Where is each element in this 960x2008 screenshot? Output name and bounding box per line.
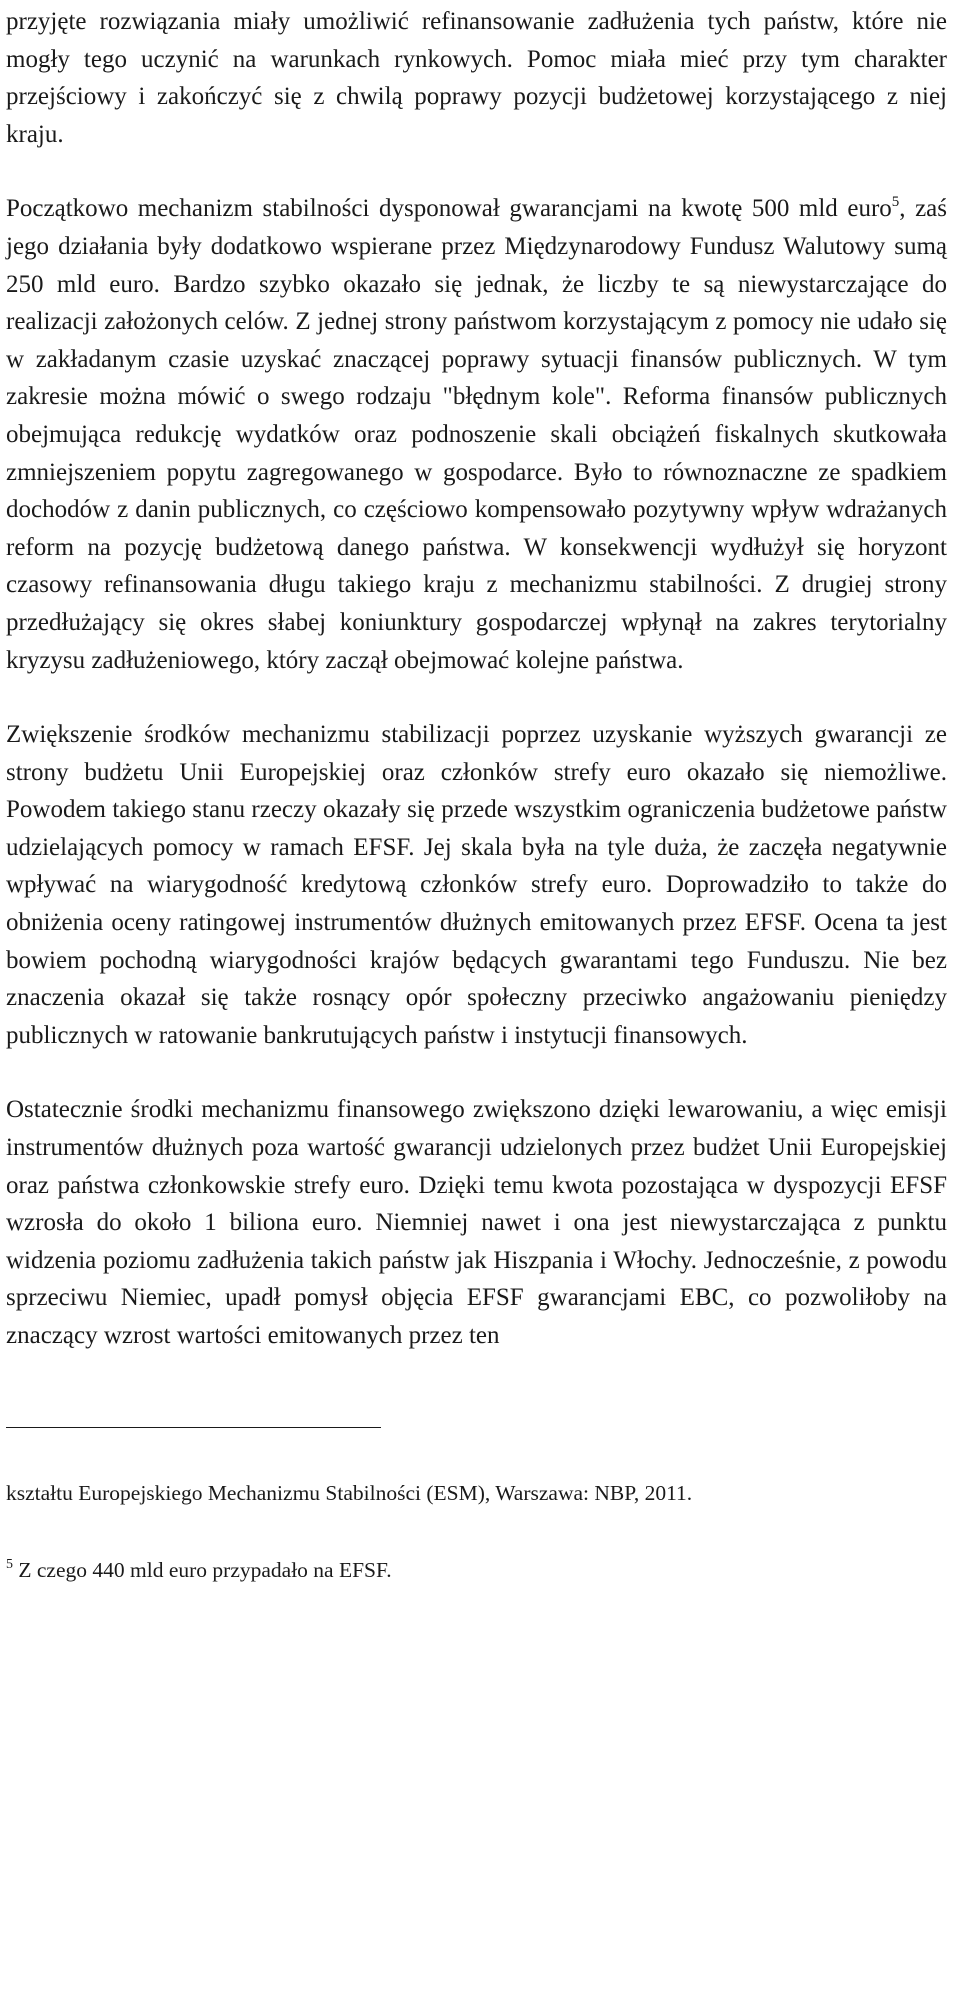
paragraph-1 [6,3,947,153]
paragraph-4-text: Ostatecznie środki mechanizmu finansowego zwiększono dzięki lewarowaniu, a więc emisji instrumentów dłużnych poza wartość gwarancji udzielonych przez budżet Unii Europejskiej oraz państwa członkowskie strefy euro. Dzięki temu kwota pozostająca w dyspozycji EFSF wzrosła do około 1 biliona euro. Niemniej nawet i ona jest niewystarczająca z punktu widzenia poziomu zadłużenia takich państw jak Hiszpania i Włochy. Jednocześnie, z powodu sprzeciwu Niemiec, upadł pomysł objęcia EFSF gwarancjami EBC, co pozwoliłoby na znaczący wzrost wartości emitowanych przez ten [6,1096,947,1349]
paragraph-3-text: Zwiększenie środków mechanizmu stabilizacji poprzez uzyskanie wyższych gwarancji ze strony budżetu Unii Europejskiej oraz członków strefy euro okazało się niemożliwe. Powodem takiego stanu rzeczy okazały się przede wszystkim ograniczenia budżetowe państw udzielających pomocy w ramach EFSF. Jej skala była na tyle duża, że zaczęła negatywnie wpływać na wiarygodność kredytową członków strefy euro. Doprowadziło to także do obniżenia oceny ratingowej instrumentów dłużnych emitowanych przez EFSF. Ocena ta jest bowiem pochodną wiarygodności krajów będących gwarantami tego Funduszu. Nie bez znaczenia okazał się także rosnący opór społeczny przeciwko angażowaniu pieniędzy publicznych w ratowanie bankrutujących państw i instytucji finansowych. [6,721,947,1049]
paragraph-3 [6,716,947,1054]
footnote-separator [6,1427,381,1428]
paragraph-2-text-after-ref: , zaś jego działania były dodatkowo wspierane przez Międzynarodowy Fundusz Walutowy sumą 250 mld euro. Bardzo szybko okazało się jednak, że liczby te są niewystarczające do realizacji założonych celów. Z jednej strony państwom korzystającym z pomocy nie udało się w zakładanym czasie uzyskać znaczącej poprawy sytuacji finansów publicznych. W tym zakresie można mówić o swego rodzaju "błędnym kole". Reforma finansów publicznych obejmująca redukcję wydatków oraz podnoszenie skali obciążeń fiskalnych skutkowała zmniejszeniem popytu zagregowanego w gospodarce. Było to równoznaczne ze spadkiem dochodów z danin publicznych, co częściowo kompensowało pozytywny wpływ wdrażanych reform na pozycję budżetową danego państwa. W konsekwencji wydłużył się horyzont czasowy refinansowania długu takiego kraju z mechanizmu stabilności. Z drugiej strony przedłużający się okres słabej koniunktury gospodarczej wpłynął na zakres terytorialny kryzysu zadłużeniowego, który zaczął obejmować kolejne państwa. [6,195,948,674]
paragraph-1-text: przyjęte rozwiązania miały umożliwić refinansowanie zadłużenia tych państw, które nie mogły tego uczynić na warunkach rynkowych. Pomoc miała mieć przy tym charakter przejściowy i zakończyć się z chwilą poprawy pozycji budżetowej korzystającego z niej kraju. [6,8,947,148]
footnote-continuation [6,1475,947,1511]
paragraph-4 [6,1091,947,1354]
paragraph-2-text-before-ref: Początkowo mechanizm stabilności dysponował gwarancjami na kwotę 500 mld euro [6,195,892,223]
footnote-5 [6,1552,947,1588]
footnote-5-number: 5 [6,1556,13,1572]
paragraph-2 [6,190,947,679]
footnote-continuation-text: kształtu Europejskiego Mechanizmu Stabilności (ESM), Warszawa: NBP, 2011. [6,1480,693,1505]
footnote-5-text: Z czego 440 mld euro przypadało na EFSF. [13,1557,392,1582]
footnote-reference-5[interactable]: 5 [891,194,900,211]
